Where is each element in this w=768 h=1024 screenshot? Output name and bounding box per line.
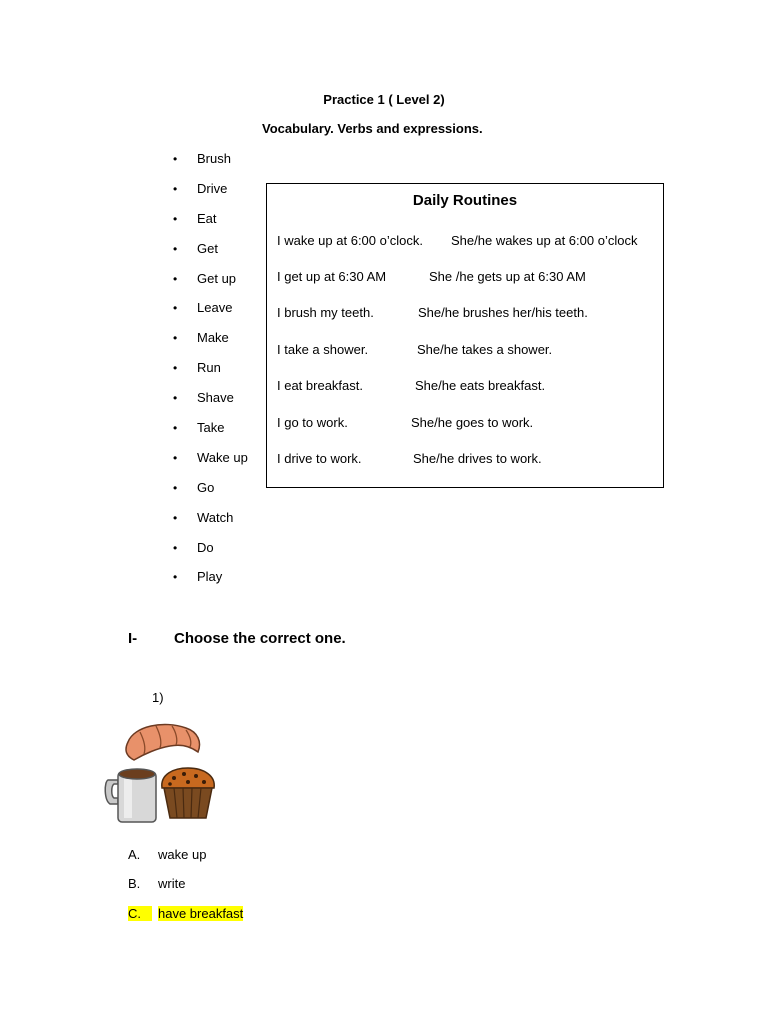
list-item: • Shave <box>173 390 234 406</box>
page-subtitle: Vocabulary. Verbs and expressions. <box>262 121 483 136</box>
list-item: • Take <box>173 420 225 436</box>
routine-row <box>277 342 553 357</box>
breakfast-illustration <box>104 722 228 826</box>
bullet-icon: • <box>173 540 178 555</box>
list-item: • Get up <box>173 270 237 286</box>
list-item: • Do <box>173 539 214 555</box>
first-person-sentence: I get up at 6:30 AM <box>277 269 387 284</box>
list-item: • Get <box>173 240 218 256</box>
first-person-sentence: I take a shower. <box>277 342 369 357</box>
first-person-sentence: I brush my teeth. <box>277 305 374 320</box>
first-person-sentence: I drive to work. <box>277 451 362 466</box>
croissant-icon <box>126 724 200 760</box>
bullet-icon: • <box>173 510 178 525</box>
list-item: • Play <box>173 569 223 585</box>
third-person-sentence: She/he eats breakfast. <box>415 378 546 393</box>
bullet-icon: • <box>173 152 178 166</box>
bullet-icon: • <box>173 331 178 346</box>
bullet-icon: • <box>173 301 178 316</box>
section-number: I- <box>128 630 138 647</box>
third-person-sentence: She/he wakes up at 6:00 o’clock <box>451 233 638 248</box>
first-person-sentence: I go to work. <box>277 415 348 430</box>
bullet-icon: • <box>173 361 178 376</box>
bullet-icon: • <box>173 570 178 585</box>
list-item: • Make <box>173 330 229 346</box>
routine-row <box>277 451 542 466</box>
first-person-sentence: I wake up at 6:00 o’clock. <box>277 233 423 248</box>
first-person-sentence: I eat breakfast. <box>277 378 363 393</box>
third-person-sentence: She/he goes to work. <box>411 415 534 430</box>
box-title: Daily Routines <box>412 192 518 209</box>
third-person-sentence: She/he brushes her/his teeth. <box>418 305 588 320</box>
list-item: • Leave <box>173 300 233 316</box>
list-item: • Go <box>173 479 215 495</box>
coffee-mug-icon <box>105 769 156 822</box>
list-item: • Eat <box>173 210 217 226</box>
vocabulary-list <box>173 150 248 598</box>
bullet-icon: • <box>173 211 178 226</box>
third-person-sentence: She/he drives to work. <box>413 451 542 466</box>
list-item: • Watch <box>173 509 234 525</box>
option-a-letter: A. <box>128 847 141 862</box>
routine-row <box>277 305 588 320</box>
section-title: Choose the correct one. <box>174 630 346 647</box>
routine-row <box>277 269 586 284</box>
bullet-icon: • <box>173 450 178 465</box>
third-person-sentence: She /he gets up at 6:30 AM <box>429 269 586 284</box>
routine-row <box>277 415 534 430</box>
list-item: • Wake up <box>173 449 248 465</box>
option-a-text: wake up <box>158 847 207 862</box>
list-item: • Brush <box>173 151 231 166</box>
bullet-icon: • <box>173 391 178 406</box>
option-c-letter: C. <box>128 906 152 921</box>
option-c-text: have breakfast <box>158 906 244 921</box>
muffin-icon <box>162 768 214 818</box>
bullet-icon: • <box>173 181 178 196</box>
bullet-icon: • <box>173 421 178 436</box>
routine-row <box>277 233 638 248</box>
bullet-icon: • <box>173 480 178 495</box>
list-item: • Run <box>173 360 221 376</box>
option-b-text: write <box>158 876 186 891</box>
bullet-icon: • <box>173 271 178 286</box>
third-person-sentence: She/he takes a shower. <box>417 342 553 357</box>
bullet-icon: • <box>173 241 178 256</box>
question-number: 1) <box>152 690 164 705</box>
option-b-letter: B. <box>128 876 141 891</box>
daily-routines-box <box>266 183 664 488</box>
page-title: Practice 1 ( Level 2) <box>323 92 445 107</box>
routine-row <box>277 378 546 393</box>
list-item: • Drive <box>173 180 228 196</box>
